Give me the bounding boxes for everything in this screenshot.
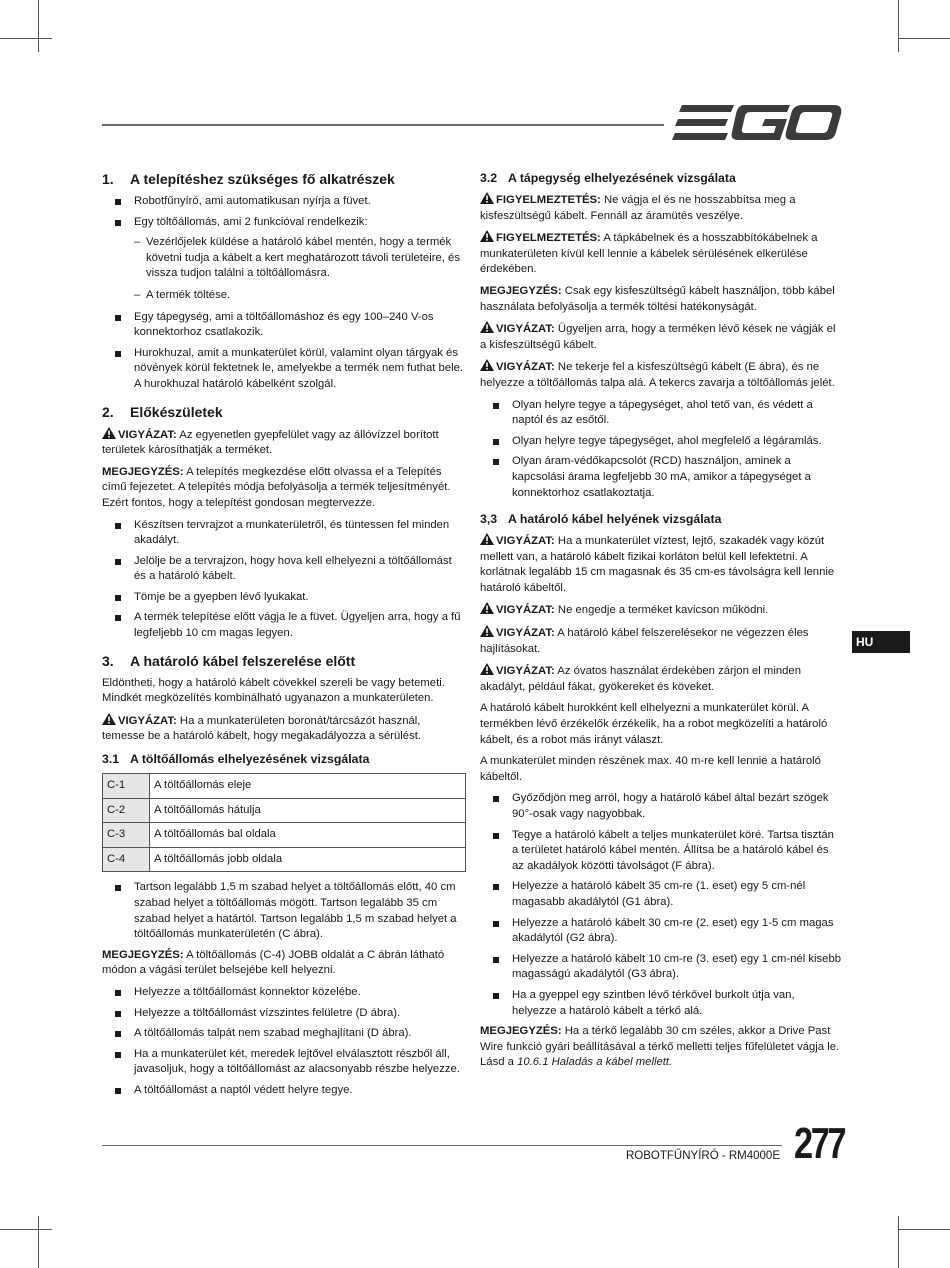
warning-icon xyxy=(102,427,116,439)
section-title: Előkészületek xyxy=(130,403,223,420)
table-row xyxy=(103,847,466,872)
section-heading xyxy=(102,403,466,421)
table-cell-code: C-4 xyxy=(103,847,150,872)
list-item: Helyezze a határoló kábelt 30 cm-re (2. eset) egy 1-5 cm magas akadálytól (G2 ábra). xyxy=(480,916,842,947)
list-item: Ha a gyeppel egy szintben lévő térkővel burkolt útja van, helyezze a határoló kábelt a térkő alá. xyxy=(480,988,842,1019)
note-text: Csak egy kisfeszültségű kábelt használjon, több kábel használata befolyásolja a termék töltési hatékonyságát. xyxy=(480,284,835,313)
section-number: 3. xyxy=(102,652,114,669)
language-tab: HU xyxy=(852,631,910,653)
list-item: Olyan helyre tegye tápegységet, ahol megfelelő a légáramlás. xyxy=(480,434,842,450)
warning-text: Ügyeljen arra, hogy a terméken lévő kések ne vágják el a kisfeszültségű kábelt. xyxy=(480,323,836,351)
note-label: MEGJEGYZÉS: xyxy=(480,284,562,297)
warning-label: VIGYÁZAT: xyxy=(496,604,555,617)
list-item: Robotfűnyíró, ami automatikusan nyírja a füvet. xyxy=(102,194,466,210)
section-title: A töltőállomás elhelyezésének vizsgálata xyxy=(130,752,370,767)
list-item: Győződjön meg arról, hogy a határoló kábel által bezárt szögek 90°-osak vagy nagyobbak. xyxy=(480,791,842,822)
warning-text: Az óvatos használat érdekében zárjon el minden akadályt, például fákat, gyökereket és köveket. xyxy=(480,665,801,693)
warning-text: Ne engedje a terméket kavicson működni. xyxy=(554,604,769,617)
section-heading xyxy=(102,652,466,670)
table-cell-desc: A töltőállomás eleje xyxy=(150,774,466,799)
warning-text: Ne tekerje fel a kisfeszültségű kábelt (E ábra), és ne helyezze a töltőállomás talpa alá. A tekercs zavarja a töltőállomás jelét. xyxy=(480,361,835,389)
section-number: 1. xyxy=(102,171,114,187)
list-item: – Vezérlőjelek küldése a határoló kábel mentén, hogy a termék követni tudja a kábelt a kert meghatározott távoli területeire, és vissza tudjon találni a töltőállomásra. xyxy=(102,235,466,282)
subsection-heading xyxy=(480,511,842,527)
warning-icon xyxy=(480,663,494,675)
page-number: 277 xyxy=(794,1119,845,1168)
table-cell-code: C-3 xyxy=(103,823,150,848)
right-column xyxy=(480,170,842,1077)
note-label: MEGJEGYZÉS: xyxy=(480,1025,562,1038)
warning-icon xyxy=(480,321,494,333)
section-title: A határoló kábel helyének vizsgálata xyxy=(508,512,722,527)
warning-paragraph xyxy=(480,533,842,596)
list-item: – A termék töltése. xyxy=(102,288,466,304)
warning-icon xyxy=(480,602,494,614)
bullet-list xyxy=(480,398,842,502)
note-paragraph xyxy=(480,284,842,315)
warning-text: A tápkábelnek és a hosszabbítókábelnek a munkaterületen kívül kell lennie a kábelek sérülésének elkerülése érdekében. xyxy=(480,232,818,276)
crop-mark xyxy=(898,38,950,39)
section-number: 3,3 xyxy=(480,512,498,527)
list-item: Olyan helyre tegye a tápegységet, ahol tető van, és védett a naptól és az esőtől. xyxy=(480,398,842,429)
subsection-heading xyxy=(102,751,466,767)
warning-label: VIGYÁZAT: xyxy=(496,535,555,548)
body-paragraph: A munkaterület minden részének max. 40 m-re kell lennie a határoló kábeltől. xyxy=(480,755,821,783)
warning-paragraph xyxy=(480,602,842,619)
table-cell-desc: A töltőállomás jobb oldala xyxy=(150,847,466,872)
list-item: Helyezze a határoló kábelt 35 cm-re (1. eset) egy 5 cm-nél magasabb akadálytól (G1 ábra). xyxy=(480,879,842,910)
note-text: Ha a térkő legalább 30 cm széles, akkor a Drive Past Wire funkció gyári beállításával a térkő melletti teljes fűfelületet vágja le. Lásd a xyxy=(480,1025,840,1069)
list-item: A termék telepítése előtt vágja le a füvet. Ügyeljen arra, hogy a fű legfeljebb 10 cm magas legyen. xyxy=(102,610,466,641)
section-title: A telepítéshez szükséges fő alkatrészek xyxy=(130,171,395,187)
note-text: A telepítés megkezdése előtt olvassa el a Telepítés című fejezetet. A telepítés módja befolyásolja a termék teljesítményét. Ezért fontos, hogy a telepítést gondosan megtervezze. xyxy=(102,465,451,509)
warning-label: FIGYELMEZTETÉS: xyxy=(496,232,601,245)
note-paragraph xyxy=(102,465,466,512)
footer-product-name: ROBOTFŰNYÍRÓ - RM4000E xyxy=(626,1150,780,1162)
cross-reference: 10.6.1 Haladás a kábel mellett. xyxy=(517,1056,673,1069)
list-item: Tegye a határoló kábelt a teljes munkaterület köré. Tartsa tisztán a területet határoló kábel mentén. Állítsa be a határoló kábel és az akadályok közötti távolságot (F ábra). xyxy=(480,828,842,875)
left-column xyxy=(102,170,466,1104)
table-cell-desc: A töltőállomás hátulja xyxy=(150,798,466,823)
list-item: Egy tápegység, ami a töltőállomáshoz és egy 100–240 V-os konnektorhoz csatlakozik. xyxy=(102,310,466,341)
list-item: Helyezze a töltőállomást vízszintes felületre (D ábra). xyxy=(102,1006,466,1022)
note-label: MEGJEGYZÉS: xyxy=(102,465,184,478)
warning-text: Ne vágja el és ne hosszabbítsa meg a kisfeszültségű kábelt. Fennáll az áramütés veszélye. xyxy=(480,194,796,222)
bullet-list xyxy=(102,194,466,230)
warning-label: VIGYÁZAT: xyxy=(118,714,177,727)
subsection-heading xyxy=(480,170,842,186)
footer-rule xyxy=(102,1145,782,1146)
section-heading xyxy=(102,170,466,188)
table-row xyxy=(103,774,466,799)
crop-mark xyxy=(0,38,52,39)
bullet-list xyxy=(102,880,466,942)
section-number: 2. xyxy=(102,403,114,420)
warning-paragraph xyxy=(102,427,466,459)
note-paragraph xyxy=(480,1024,842,1071)
table-row xyxy=(103,798,466,823)
list-item: A töltőállomást a naptól védett helyre tegye. xyxy=(102,1083,466,1099)
warning-text: Ha a munkaterületen boronát/tárcsázót használ, temesse be a határoló kábelt, hogy megakadályozza a sérülést. xyxy=(102,714,422,743)
note-paragraph xyxy=(102,948,466,979)
warning-label: VIGYÁZAT: xyxy=(496,665,555,678)
crop-mark xyxy=(0,1229,52,1230)
parts-table xyxy=(102,773,466,872)
list-item: Tartson legalább 1,5 m szabad helyet a töltőállomás előtt, 40 cm szabad helyet a töltőállomás mögött. Tartson legalább 35 cm szabad helyet a határtól. Tartson legalább 1,5 m szabad helyet a töltőállomás munkaterületén (C ábra). xyxy=(102,880,466,942)
warning-label: VIGYÁZAT: xyxy=(496,323,555,336)
body-paragraph: A határoló kábelt hurokként kell elhelyezni a munkaterület körül. A termékben lévő érzékelők érzékelik, ha a robot megközelíti a határoló kábelt, és a robot más irányt választ. xyxy=(480,702,828,746)
list-item: Jelölje be a tervrajzon, hogy hova kell elhelyezni a töltőállomást és a határoló kábelt. xyxy=(102,554,466,585)
warning-paragraph xyxy=(102,713,466,745)
list-item: Olyan áram-védőkapcsolót (RCD) használjon, aminek a kapcsolási árama legfeljebb 30 mA, amikor a tápegységet a konnektorhoz csatlakoztatja. xyxy=(480,454,842,501)
warning-icon xyxy=(480,533,494,545)
warning-text: Ha a munkaterület víztest, lejtő, szakadék vagy közút mellett van, a határoló kábelt fizikai korláton belül kell lefektetni. A korlátnak legalább 15 cm magasnak és 35 cm-es távolságra kell lennie határoló kábeltől. xyxy=(480,535,835,594)
warning-label: VIGYÁZAT: xyxy=(496,361,555,374)
bullet-list xyxy=(480,791,842,1019)
body-paragraph: Eldöntheti, hogy a határoló kábelt cövekkel szereli be vagy betemeti. Mindkét megközelítés kombinálható ugyanazon a munkaterületen. xyxy=(102,676,445,705)
warning-text: A határoló kábel felszerelésekor ne végezzen éles hajlításokat. xyxy=(480,627,809,655)
dash-list xyxy=(102,235,466,303)
crop-mark xyxy=(898,1229,950,1230)
crop-mark xyxy=(898,1216,899,1268)
warning-label: VIGYÁZAT: xyxy=(118,428,177,441)
note-label: MEGJEGYZÉS: xyxy=(102,948,184,961)
warning-icon xyxy=(480,192,494,204)
section-number: 3.1 xyxy=(102,752,120,767)
section-title: A tápegység elhelyezésének vizsgálata xyxy=(508,171,736,185)
note-text: A töltőállomás (C-4) JOBB oldalát a C ábrán látható módon a vágási terület belsejébe kell helyezni. xyxy=(102,948,445,977)
list-item: Tömje be a gyepben lévő lyukakat. xyxy=(102,590,466,606)
warning-icon xyxy=(480,359,494,371)
crop-mark xyxy=(38,0,39,52)
bullet-list xyxy=(102,310,466,393)
list-item: Ha a munkaterület két, meredek lejtővel elválasztott részből áll, javasoljuk, hogy a töltőállomást az alacsonyabb részbe helyezze. xyxy=(102,1047,466,1078)
section-number: 3.2 xyxy=(480,171,498,185)
warning-paragraph xyxy=(480,359,842,391)
warning-label: VIGYÁZAT: xyxy=(496,627,555,640)
warning-paragraph xyxy=(480,230,842,278)
warning-paragraph xyxy=(480,625,842,657)
list-item: Helyezze a határoló kábelt 10 cm-re (3. eset) egy 1 cm-nél kisebb magasságú akadálytól (G3 ábra). xyxy=(480,952,842,983)
crop-mark xyxy=(898,0,899,52)
warning-label: FIGYELMEZTETÉS: xyxy=(496,194,601,206)
list-item: Hurokhuzal, amit a munkaterület körül, valamint olyan tárgyak és növények körül fektetnek le, amelyekbe a termék nem futhat bele. A hurokhuzal határoló kábelként szolgál. xyxy=(102,346,466,393)
table-cell-code: C-1 xyxy=(103,774,150,799)
warning-text: Az egyenetlen gyepfelület vagy az állóvízzel borított területek károsíthatják a terméket. xyxy=(102,428,439,457)
warning-icon xyxy=(480,230,494,242)
bullet-list xyxy=(102,985,466,1099)
warning-icon xyxy=(102,713,116,725)
list-item: Készítsen tervrajzot a munkaterületről, és tüntessen fel minden akadályt. xyxy=(102,518,466,549)
list-item: Helyezze a töltőállomást konnektor közelébe. xyxy=(102,985,466,1001)
warning-paragraph xyxy=(480,192,842,224)
bullet-list xyxy=(102,518,466,642)
list-item: A töltőállomás talpát nem szabad meghajlítani (D ábra). xyxy=(102,1026,466,1042)
list-item: Egy töltőállomás, ami 2 funkcióval rendelkezik: xyxy=(102,215,466,231)
warning-paragraph xyxy=(480,321,842,353)
header-rule xyxy=(102,124,664,126)
table-row xyxy=(103,823,466,848)
ego-logo xyxy=(672,104,842,147)
table-cell-desc: A töltőállomás bal oldala xyxy=(150,823,466,848)
section-title: A határoló kábel felszerelése előtt xyxy=(130,652,356,669)
table-cell-code: C-2 xyxy=(103,798,150,823)
crop-mark xyxy=(38,1216,39,1268)
warning-icon xyxy=(480,625,494,637)
warning-paragraph xyxy=(480,663,842,695)
